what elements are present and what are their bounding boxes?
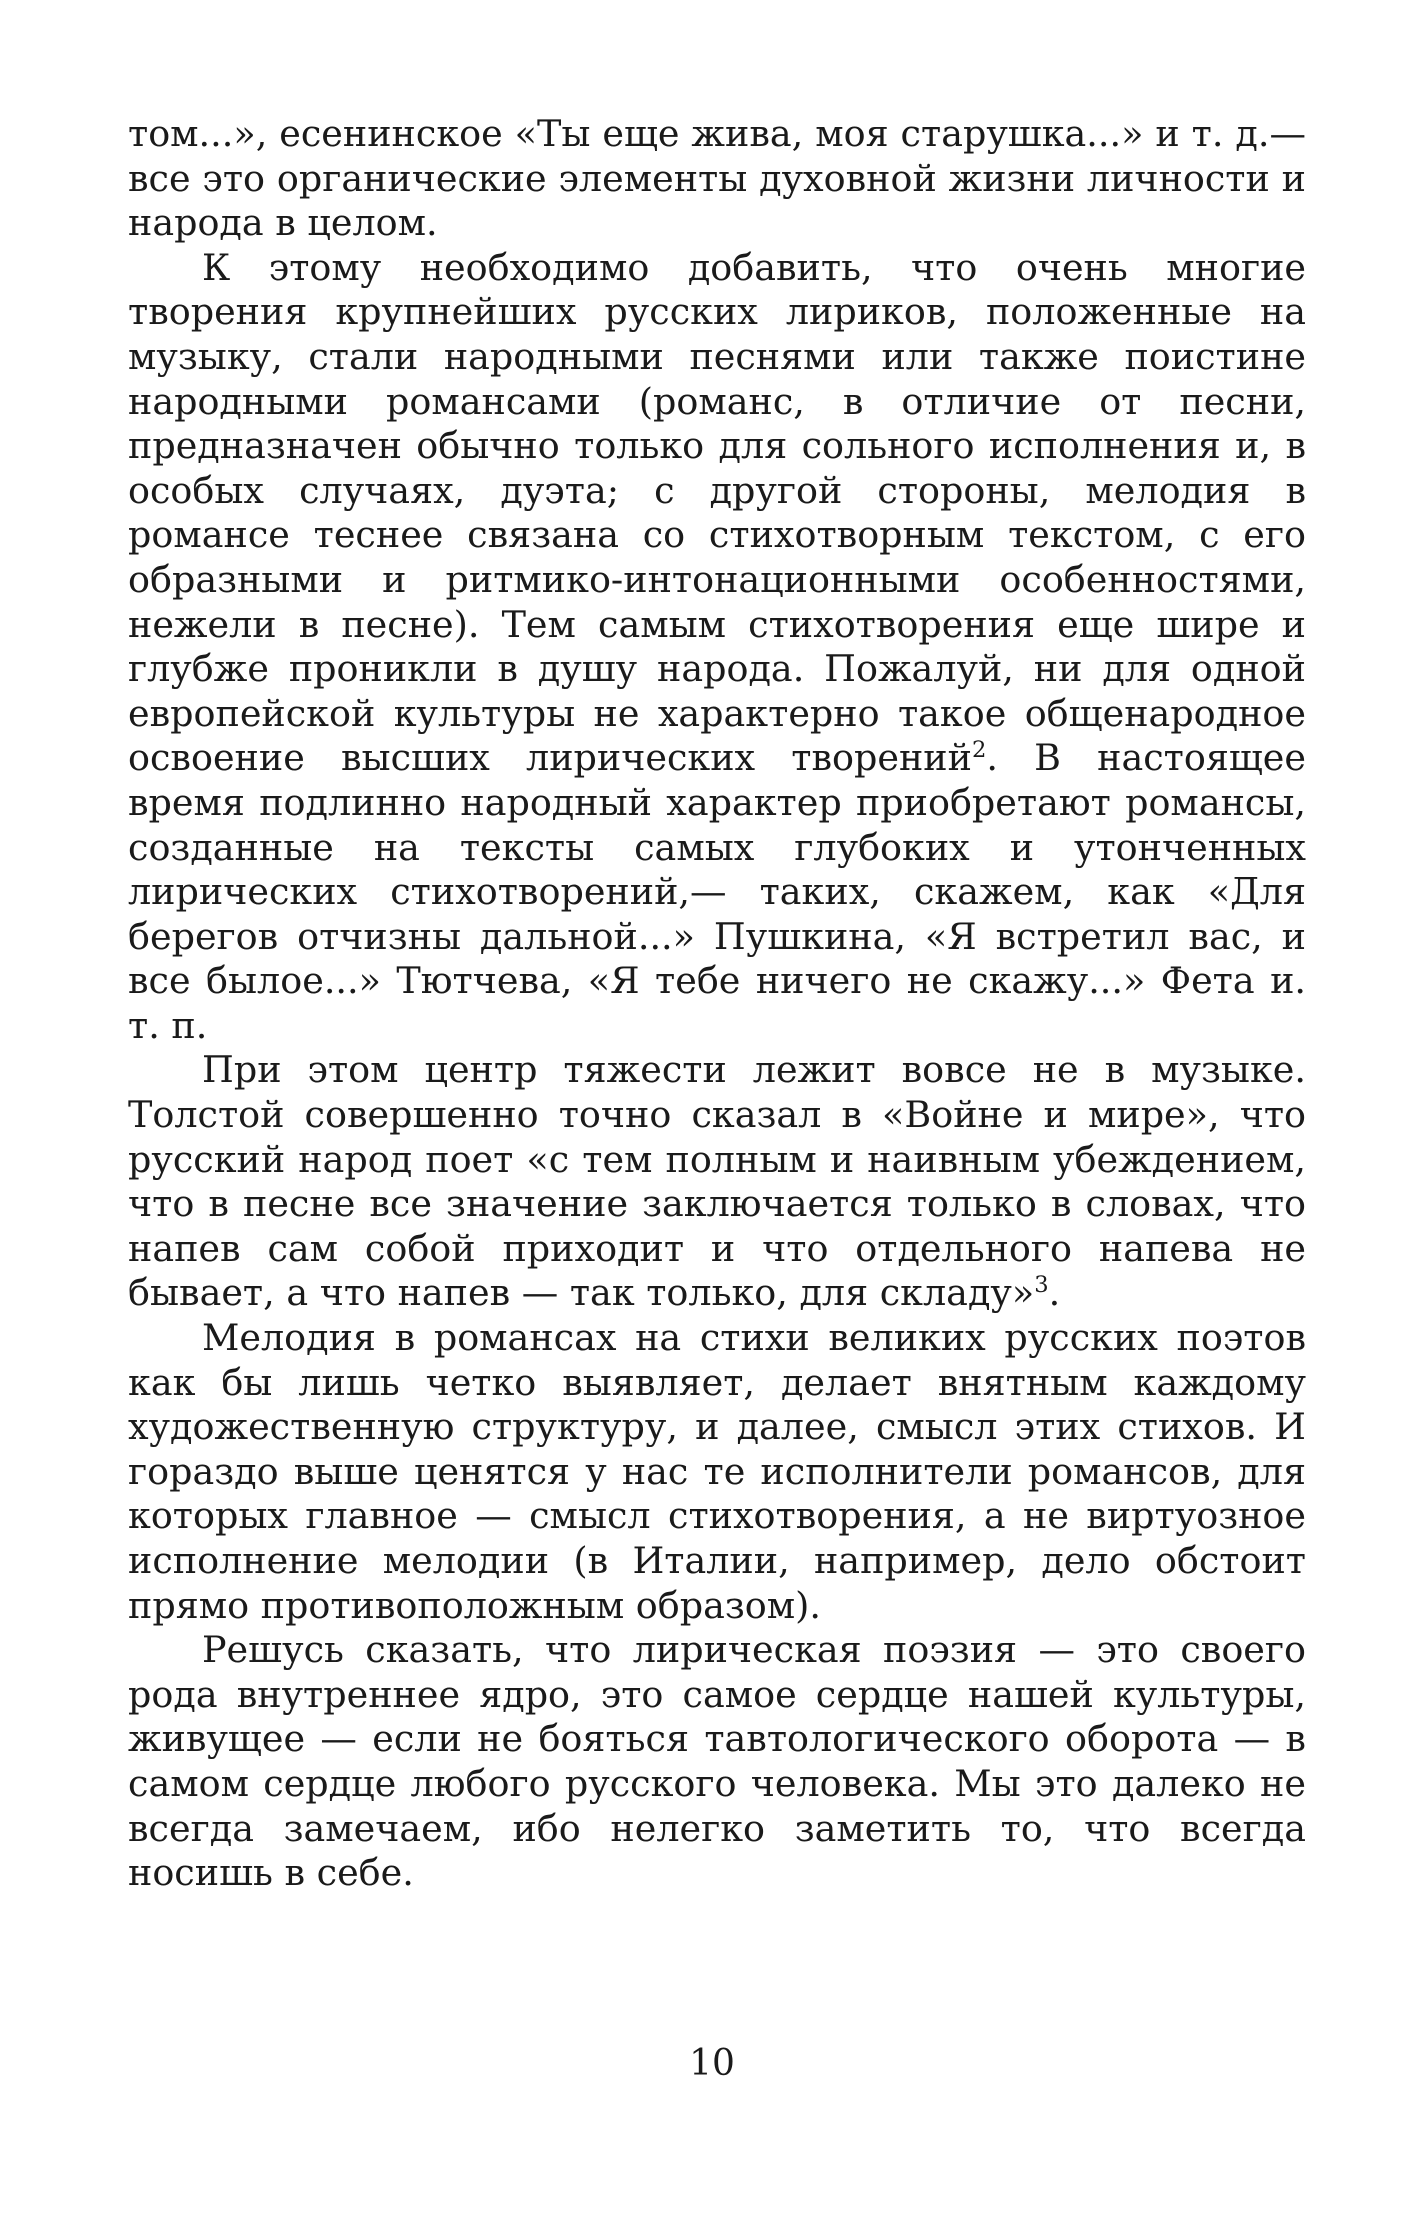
paragraph-3 — [128, 1048, 1306, 1316]
paragraph-4-text: Мелодия в романсах на стихи великих русских поэтов как бы лишь четко выявляет, делает внятным каждому художественную структуру, и далее, смысл этих стихов. И гораздо выше ценятся у нас те исполнители романсов, для которых главное — смысл стихотворения, а не виртуозное исполнение мелодии (в Италии, например, дело обстоит прямо противоположным образом). — [128, 1316, 1306, 1627]
footnote-ref-2: 2 — [971, 737, 987, 764]
footnote-ref-3: 3 — [1034, 1272, 1049, 1299]
paragraph-1 — [128, 112, 1306, 246]
paragraph-5 — [128, 1628, 1306, 1896]
paragraph-2-text-after: . В настоящее время подлинно народный характер приобретают романсы, созданные на тексты самых глубоких и утонченных лирических стихотворений,— таких, скажем, как «Для берегов отчизны дальной...» Пушкина, «Я встретил вас, и все былое...» Тютчева, «Я тебе ничего не скажу...» Фета и. т. п. — [128, 736, 1306, 1047]
paragraph-2-text: К этому необходимо добавить, что очень многие творения крупнейших русских лириков, положенные на музыку, стали народными песнями или также поистине народными романсами (романс, в отличие от песни, предназначен обычно только для сольного исполнения и, в особых случаях, дуэта; с другой стороны, мелодия в романсе теснее связана со стихотворным текстом, с его образными и ритмико-интонационными особенностями, нежели в песне). Тем самым стихотворения еще шире и глубже проникли в душу народа. Пожалуй, ни для одной европейской культуры не характерно такое общенародное освоение высших лирических творений — [128, 245, 1306, 780]
page-body — [128, 112, 1306, 1896]
paragraph-4 — [128, 1316, 1306, 1628]
page-number: 10 — [689, 2043, 735, 2084]
paragraph-1-text: том...», есенинское «Ты еще жива, моя старушка...» и т. д.— все это органические элементы духовной жизни личности и народа в целом. — [128, 112, 1306, 245]
paragraph-3-text: При этом центр тяжести лежит вовсе не в музыке. Толстой совершенно точно сказал в «Войне и мире», что русский народ поет «с тем полным и наивным убеждением, что в песне все значение заключается только в словах, что напев сам собой приходит и что отдельного напева не бывает, а что напев — так только, для складу» — [128, 1048, 1306, 1315]
paragraph-3-text-after: . — [1048, 1271, 1061, 1315]
paragraph-2 — [128, 246, 1306, 1049]
paragraph-5-text: Решусь сказать, что лирическая поэзия — это своего рода внутреннее ядро, это самое сердце нашей культуры, живущее — если не бояться тавтологического оборота — в самом сердце любого русского человека. Мы это далеко не всегда замечаем, ибо нелегко заметить то, что всегда носишь в себе. — [128, 1628, 1306, 1895]
